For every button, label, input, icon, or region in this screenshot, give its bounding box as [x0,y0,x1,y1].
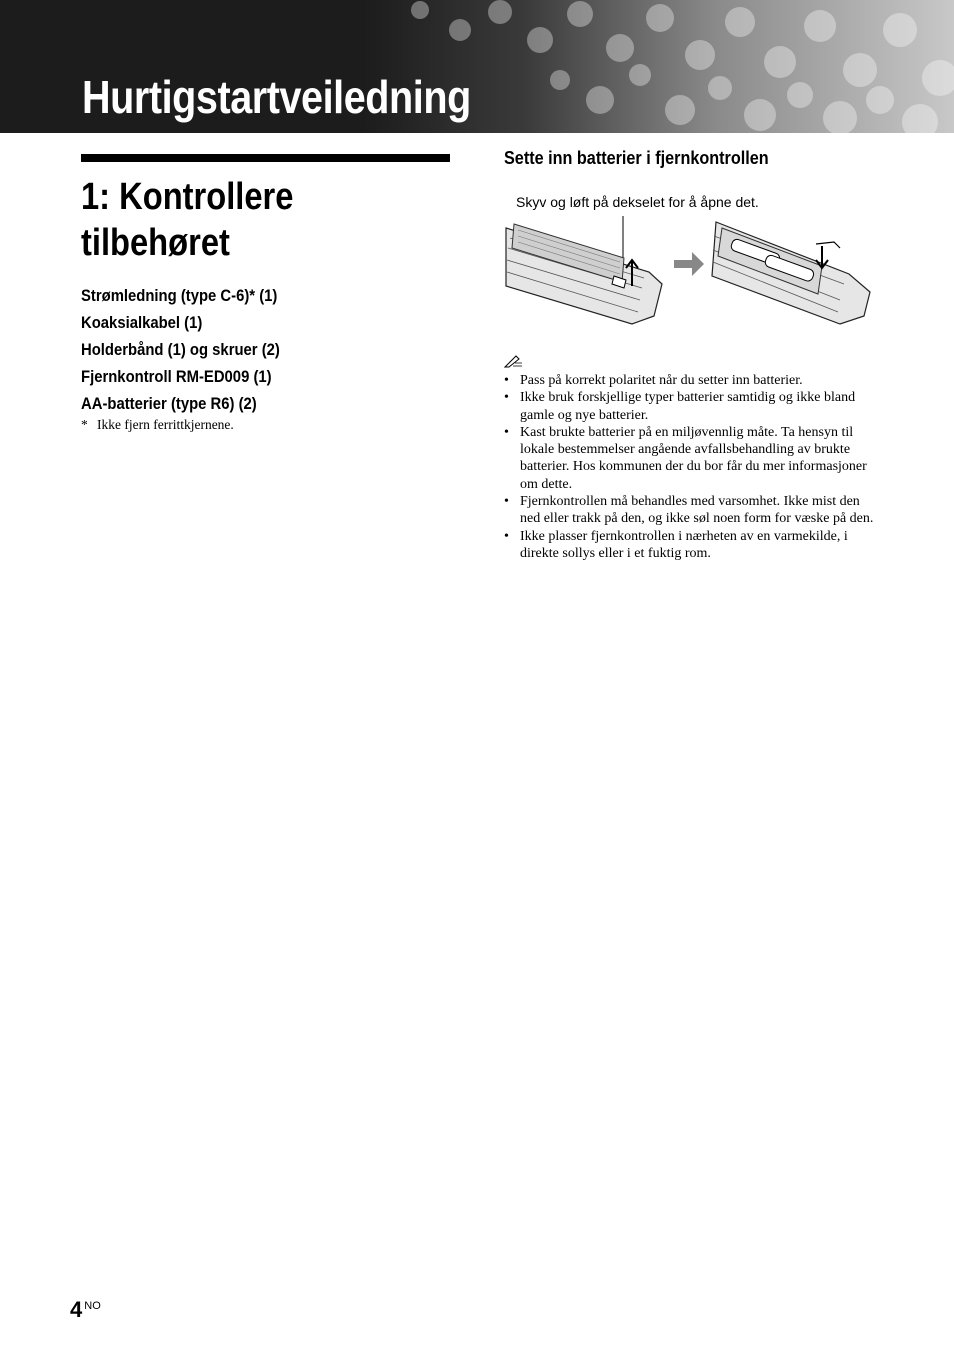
remote-battery-illustration [504,216,876,336]
note-item: • Kast brukte batterier på en miljøvennlig måte. Ta hensyn til lokale bestemmelser angående avfallsbehandling av brukte batterier. Hos kommunen der du bor får du mer informasjoner om dette. [504,424,876,493]
battery-section [504,148,876,561]
header-banner [0,0,954,133]
page-main-title: Hurtigstartveiledning [82,71,471,123]
accessory-item: Strømledning (type C-6)* (1) [81,287,278,305]
note-item: • Fjernkontrollen må behandles med varsomhet. Ikke mist den ned eller trakk på den, og ikke søl noen form for væske på den. [504,493,876,528]
note-item: • Pass på korrekt polaritet når du setter inn batterier. [504,372,876,389]
accessory-item: Fjernkontroll RM-ED009 (1) [81,368,272,386]
battery-heading: Sette inn batterier i fjernkontrollen [504,148,769,168]
footnote-mark: * [81,417,88,432]
accessory-list [81,286,450,421]
page-number: 4 [70,1297,83,1322]
footnote-text: Ikke fjern ferrittkjernene. [97,417,234,432]
notes-list [504,372,876,562]
accessory-item: Holderbånd (1) og skruer (2) [81,341,280,359]
section-title [81,174,451,266]
right-arrow-icon [674,252,704,276]
note-item: • Ikke bruk forskjellige typer batterier samtidig og ikke bland gamle og nye batterier. [504,389,876,424]
language-code: NO [84,1300,101,1312]
note-item: • Ikke plasser fjernkontrollen i nærheten av en varmekilde, i direkte sollys eller i et fuktig rom. [504,528,876,563]
section-rule [81,154,450,162]
accessory-item: AA-batterier (type R6) (2) [81,395,257,413]
illustration-caption: Skyv og løft på dekselet for å åpne det. [516,194,759,210]
section-title-line-2: tilbehøret [81,222,230,264]
remote-closed-image [506,224,662,324]
section-title-line-1: 1: Kontrollere [81,176,294,218]
accessory-item: Koaksialkabel (1) [81,314,203,332]
accessories-section [81,154,450,433]
page-footer [70,1297,101,1323]
pencil-note-icon [504,354,524,368]
remote-open-image [712,222,870,324]
